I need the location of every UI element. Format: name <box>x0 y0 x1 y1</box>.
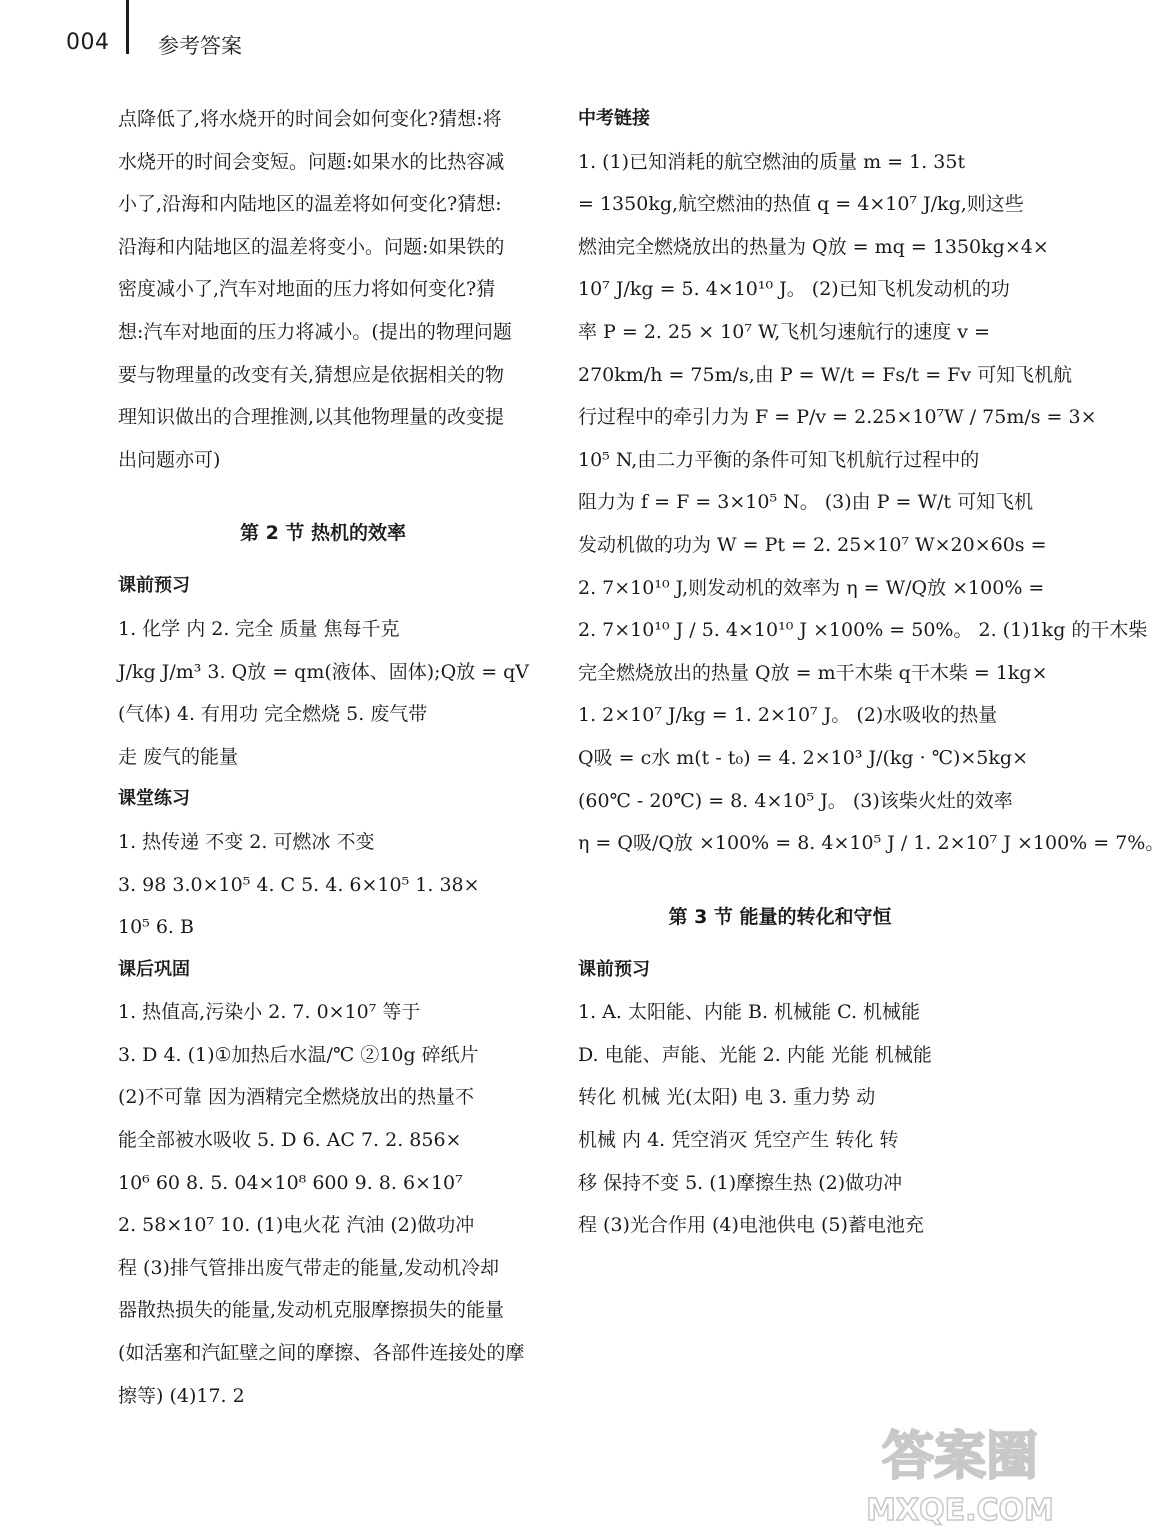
text-line: 水烧开的时间会变短。问题:如果水的比热容减 <box>118 150 505 173</box>
page-header <box>0 0 1057 70</box>
text-line: 2. 7×10¹⁰ J / 5. 4×10¹⁰ J ×100% = 50%。 2. (1)1kg 的干木柴 <box>578 619 1148 642</box>
heading-preview: 课前预习 <box>578 958 650 980</box>
text-line: D. 电能、声能、光能 2. 内能 光能 机械能 <box>578 1043 932 1066</box>
heading-exam-link: 中考链接 <box>578 108 650 129</box>
text-line: (气体) 4. 有用功 完全燃烧 5. 废气带 <box>118 703 428 726</box>
text-line: 器散热损失的能量,发动机克服摩擦损失的能量 <box>118 1299 505 1322</box>
section-title-2: 第 2 节 热机的效率 <box>239 522 407 545</box>
text-line: 沿海和内陆地区的温差将变小。问题:如果铁的 <box>118 235 505 258</box>
left-column <box>118 98 528 1417</box>
text-line: (2)不可靠 因为酒精完全燃烧放出的热量不 <box>118 1086 474 1109</box>
text-line: 密度减小了,汽车对地面的压力将如何变化?猜 <box>118 278 496 301</box>
text-line: 机械 内 4. 凭空消灭 凭空产生 转化 转 <box>578 1129 899 1152</box>
text-line: η = Q吸/Q放 ×100% = 8. 4×10⁵ J / 1. 2×10⁷ J ×100% = 7%。 <box>578 832 1164 855</box>
text-line: 理知识做出的合理推测,以其他物理量的改变提 <box>118 406 505 429</box>
heading-review: 课后巩固 <box>118 958 190 980</box>
text-line: (60℃ - 20℃) = 8. 4×10⁵ J。 (3)该柴火灶的效率 <box>578 789 1013 812</box>
text-line: 1. (1)已知消耗的航空燃油的质量 m = 1. 35t <box>578 150 966 173</box>
page-number: 004 <box>66 30 110 55</box>
text-line: 行过程中的牵引力为 F = P/v = 2.25×10⁷W / 75m/s = 3× <box>578 406 1097 429</box>
section-title-3: 第 3 节 能量的转化和守恒 <box>668 905 892 928</box>
preview-answers <box>118 608 528 778</box>
intro-paragraph <box>118 98 528 481</box>
spacer <box>118 481 528 501</box>
text-line: 完全燃烧放出的热量 Q放 = m干木柴 q干木柴 = 1kg× <box>578 661 1048 684</box>
text-line: 1. 热值高,污染小 2. 7. 0×10⁷ 等于 <box>118 1001 421 1024</box>
text-line: 1. 热传递 不变 2. 可燃冰 不变 <box>118 830 375 853</box>
text-line: 3. 98 3.0×10⁵ 4. C 5. 4. 6×10⁵ 1. 38× <box>118 873 480 896</box>
text-line: J/kg J/m³ 3. Q放 = qm(液体、固体);Q放 = qV <box>118 660 530 683</box>
text-line: 小了,沿海和内陆地区的温差将如何变化?猜想: <box>118 193 502 216</box>
running-title: 参考答案 <box>158 34 242 58</box>
watermark-url: MXQE.COM <box>866 1493 1054 1528</box>
text-line: 270km/h = 75m/s,由 P = W/t = Fs/t = Fv 可知飞机航 <box>578 363 1073 386</box>
text-line: 转化 机械 光(太阳) 电 3. 重力势 动 <box>578 1086 876 1109</box>
text-line: 移 保持不变 5. (1)摩擦生热 (2)做功冲 <box>578 1171 903 1194</box>
text-line: 2. 7×10¹⁰ J,则发动机的效率为 η = W/Q放 ×100% = <box>578 576 1045 599</box>
text-line: 走 废气的能量 <box>118 745 239 768</box>
text-line: 出问题亦可) <box>118 448 221 471</box>
text-line: 想:汽车对地面的压力将减小。(提出的物理问题 <box>118 320 512 343</box>
review-answers <box>118 991 528 1417</box>
text-line: 擦等) (4)17. 2 <box>118 1384 245 1407</box>
header-divider <box>126 0 129 54</box>
exam-answers <box>578 141 1164 865</box>
right-column <box>578 98 1164 1247</box>
heading-classwork: 课堂练习 <box>118 788 190 810</box>
text-line: 3. D 4. (1)①加热后水温/℃ ②10g 碎纸片 <box>118 1043 479 1066</box>
watermark-title: 答案圈 <box>881 1427 1039 1487</box>
heading-preview: 课前预习 <box>118 575 190 597</box>
watermark-logo <box>866 1412 1054 1532</box>
text-line: 程 (3)光合作用 (4)电池供电 (5)蓄电池充 <box>578 1214 924 1237</box>
preview-answers <box>578 991 982 1247</box>
spacer <box>578 865 982 885</box>
text-line: 阻力为 f = F = 3×10⁵ N。 (3)由 P = W/t 可知飞机 <box>578 491 1034 514</box>
text-line: 率 P = 2. 25 × 10⁷ W,飞机匀速航行的速度 v = <box>578 320 990 343</box>
text-line: 10⁷ J/kg = 5. 4×10¹⁰ J。 (2)已知飞机发动机的功 <box>578 278 1010 301</box>
classwork-answers <box>118 821 528 949</box>
text-line: = 1350kg,航空燃油的热值 q = 4×10⁷ J/kg,则这些 <box>578 193 1024 216</box>
text-line: Q吸 = c水 m(t - t₀) = 4. 2×10³ J/(kg · ℃)×5kg× <box>578 746 1028 769</box>
text-line: 1. A. 太阳能、内能 B. 机械能 C. 机械能 <box>578 1001 921 1024</box>
text-line: 点降低了,将水烧开的时间会如何变化?猜想:将 <box>118 108 502 130</box>
text-line: (如活塞和汽缸壁之间的摩擦、各部件连接处的摩 <box>118 1342 525 1365</box>
text-line: 10⁵ N,由二力平衡的条件可知飞机航行过程中的 <box>578 448 980 471</box>
text-line: 程 (3)排气管排出废气带走的能量,发动机冷却 <box>118 1256 499 1279</box>
text-line: 10⁶ 60 8. 5. 04×10⁸ 600 9. 8. 6×10⁷ <box>118 1171 463 1194</box>
text-line: 要与物理量的改变有关,猜想应是依据相关的物 <box>118 363 505 386</box>
text-line: 能全部被水吸收 5. D 6. AC 7. 2. 856× <box>118 1129 462 1152</box>
text-line: 10⁵ 6. B <box>118 916 194 939</box>
text-line: 发动机做的功为 W = Pt = 2. 25×10⁷ W×20×60s = <box>578 533 1047 556</box>
text-line: 1. 2×10⁷ J/kg = 1. 2×10⁷ J。 (2)水吸收的热量 <box>578 704 998 727</box>
text-line: 燃油完全燃烧放出的热量为 Q放 = mq = 1350kg×4× <box>578 235 1049 258</box>
text-line: 1. 化学 内 2. 完全 质量 焦每千克 <box>118 617 400 640</box>
text-line: 2. 58×10⁷ 10. (1)电火花 汽油 (2)做功冲 <box>118 1214 475 1237</box>
